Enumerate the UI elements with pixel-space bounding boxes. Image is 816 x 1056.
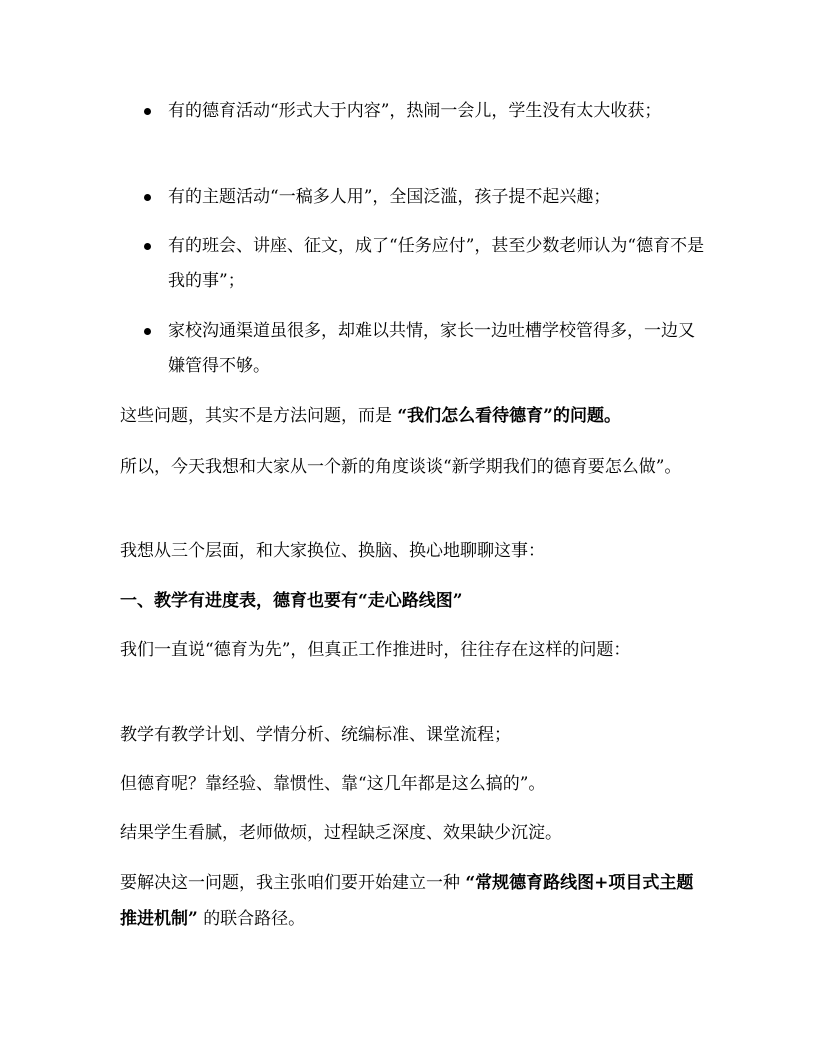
bullet-icon bbox=[144, 243, 151, 250]
paragraph-tail-text: 的联合路径。 bbox=[203, 909, 306, 929]
paragraph-solution bbox=[120, 865, 700, 937]
bullet-icon bbox=[144, 328, 151, 335]
bullet-text: 有的德育活动“形式大于内容”，热闹一会儿，学生没有太大收获； bbox=[168, 101, 662, 121]
paragraph-teaching-plan: 教学有教学计划、学情分析、统编标准、课堂流程； bbox=[120, 725, 511, 745]
section-heading-1: 一、教学有进度表，德育也要有“走心路线图” bbox=[120, 591, 463, 611]
bullet-text: 有的主题活动“一稿多人用”，全国泛滥，孩子提不起兴趣； bbox=[168, 187, 611, 207]
list-item bbox=[168, 229, 708, 299]
bullet-text: 有的班会、讲座、征文，成了“任务应付”，甚至少数老师认为“德育不是我的事”； bbox=[168, 236, 705, 291]
paragraph-three-levels: 我想从三个层面，和大家换位、换脑、换心地聊聊这事： bbox=[120, 541, 545, 561]
bullet-icon bbox=[144, 108, 151, 115]
paragraph-new-angle: 所以，今天我想和大家从一个新的角度谈谈“新学期我们的德育要怎么做”。 bbox=[120, 457, 682, 477]
paragraph-moral-experience: 但德育呢？靠经验、靠惯性、靠“这几年都是这么搞的”。 bbox=[120, 774, 546, 794]
emphasis-text: “常规德育路线图+项目式主题推进机制” bbox=[120, 873, 694, 929]
bullet-text: 家校沟通渠道虽很多，却难以共情，家长一边吐槽学校管得多，一边又嫌管得不够。 bbox=[168, 321, 695, 376]
paragraph-moral-first: 我们一直说“德育为先”，但真正工作推进时，往往存在这样的问题： bbox=[120, 640, 631, 660]
paragraph-text: 要解决这一问题，我主张咱们要开始建立一种 bbox=[120, 873, 460, 893]
paragraph-text: 这些问题，其实不是方法问题，而是 bbox=[120, 406, 392, 426]
bullet-icon bbox=[144, 194, 151, 201]
list-item bbox=[168, 314, 708, 384]
list-item bbox=[168, 94, 708, 129]
emphasis-text: “我们怎么看待德育”的问题。 bbox=[397, 406, 621, 426]
paragraph-problem-summary bbox=[120, 398, 700, 434]
paragraph-result: 结果学生看腻，老师做烦，过程缺乏深度、效果缺少沉淀。 bbox=[120, 823, 562, 843]
list-item bbox=[168, 180, 708, 215]
